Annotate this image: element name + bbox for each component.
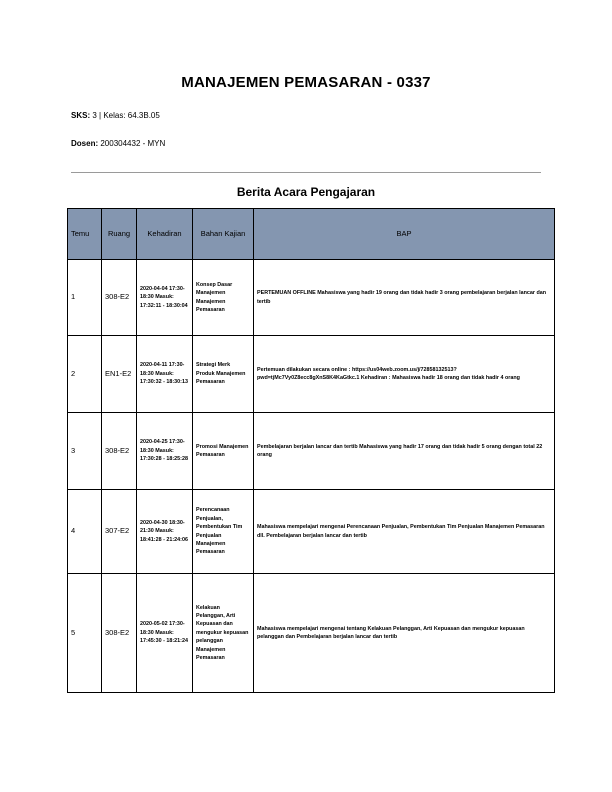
kehadiran-cell: 2020-05-02 17:30-18:30 Masuk: 17:45:30 - 18:21:24 xyxy=(137,574,193,693)
dosen-value: 200304432 - MYN xyxy=(100,139,166,148)
table-header-row xyxy=(68,209,555,260)
ruang-cell: 308-E2 xyxy=(102,413,137,490)
bap-cell: Mahasiswa mempelajari mengenai Perencanaan Penjualan, Pembentukan Tim Penjualan Manajemen Pemasaran dll. Pembelajaran berjalan lancar dan tertib xyxy=(254,490,555,574)
dosen-label: Dosen: xyxy=(71,139,99,148)
bap-cell: PERTEMUAN OFFLINE Mahasiswa yang hadir 19 orang dan tidak hadir 3 orang pembelajaran berjalan lancar dan tertib xyxy=(254,260,555,336)
header-bap: BAP xyxy=(254,209,555,260)
header-ruang: Ruang xyxy=(102,209,137,260)
table-row xyxy=(68,413,555,490)
bahan-kajian-cell: Konsep Dasar Manajemen Manajemen Pemasaran xyxy=(193,260,254,336)
header-bahan-kajian: Bahan Kajian xyxy=(193,209,254,260)
bahan-kajian-cell: Promosi Manajemen Pemasaran xyxy=(193,413,254,490)
page-title: MANAJEMEN PEMASARAN - 0337 xyxy=(181,74,431,91)
temu-cell: 3 xyxy=(68,413,102,490)
header-kehadiran: Kehadiran xyxy=(137,209,193,260)
bap-cell: Pembelajaran berjalan lancar dan tertib Mahasiswa yang hadir 17 orang dan tidak hadir 5 orang dengan total 22 orang xyxy=(254,413,555,490)
table-row xyxy=(68,574,555,693)
sks-label: SKS: xyxy=(71,111,91,120)
sks-line xyxy=(71,111,160,120)
kehadiran-cell: 2020-04-25 17:30-18:30 Masuk: 17:30:28 - 18:25:28 xyxy=(137,413,193,490)
bahan-kajian-cell: Kelakuan Pelanggan, Arti Kepuasan dan mengukur kepuasan pelanggan Manajemen Pemasaran xyxy=(193,574,254,693)
divider xyxy=(71,172,541,173)
sks-value: 3 | Kelas: 64.3B.05 xyxy=(92,111,160,120)
dosen-line xyxy=(71,139,165,148)
table-row xyxy=(68,260,555,336)
bap-cell: Mahasiswa mempelajari mengenai tentang Kelakuan Pelanggan, Arti Kepuasan dan mengukur kepuasan pelanggan dan Pembelajaran berjalan lancar dan tertib xyxy=(254,574,555,693)
kehadiran-cell: 2020-04-11 17:30-18:30 Masuk: 17:30:32 - 18:30:13 xyxy=(137,336,193,413)
temu-cell: 2 xyxy=(68,336,102,413)
temu-cell: 4 xyxy=(68,490,102,574)
bahan-kajian-cell: Strategi Merk Produk Manajemen Pemasaran xyxy=(193,336,254,413)
section-title: Berita Acara Pengajaran xyxy=(236,185,376,199)
kehadiran-cell: 2020-04-04 17:30-18:30 Masuk: 17:32:11 - 18:30:04 xyxy=(137,260,193,336)
bap-table xyxy=(67,208,555,693)
table-row xyxy=(68,336,555,413)
ruang-cell: 307-E2 xyxy=(102,490,137,574)
temu-cell: 1 xyxy=(68,260,102,336)
header-temu: Temu xyxy=(68,209,102,260)
ruang-cell: EN1-E2 xyxy=(102,336,137,413)
kehadiran-cell: 2020-04-30 18:30-21:30 Masuk: 18:41:28 - 21:24:06 xyxy=(137,490,193,574)
table-row xyxy=(68,490,555,574)
bap-cell: Pertemuan dilakukan secara online : https://us04web.zoom.us/j/72858132513?pwd=tjMc7Vy0Z8ecc8gXnS8K4KaGtkc.1 Kehadiran : Mahasiswa hadir 18 orang dan tidak hadir 4 orang xyxy=(254,336,555,413)
ruang-cell: 308-E2 xyxy=(102,574,137,693)
ruang-cell: 308-E2 xyxy=(102,260,137,336)
temu-cell: 5 xyxy=(68,574,102,693)
bahan-kajian-cell: Perencanaan Penjualan, Pembentukan Tim Penjualan Manajemen Pemasaran xyxy=(193,490,254,574)
